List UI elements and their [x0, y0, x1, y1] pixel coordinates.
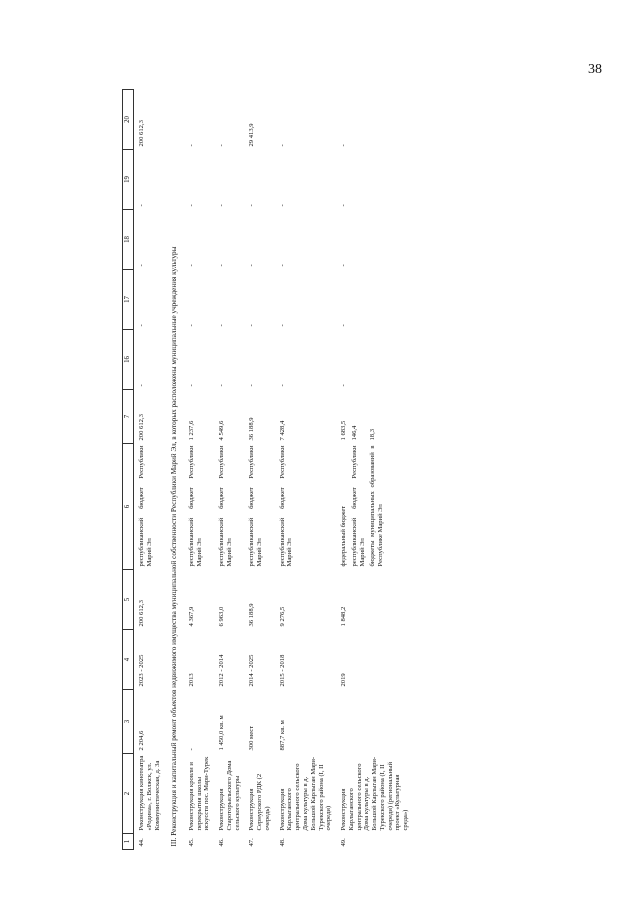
funding-source: бюджеты муниципальных образований в Республике Марий Эл — [369, 445, 385, 567]
estimated-cost: 200 612,3 — [138, 600, 145, 627]
year-19-value: - — [248, 204, 256, 207]
funding-amounts — [244, 390, 274, 444]
construction-period: 2014 - 2025 — [248, 654, 256, 687]
funding-amount: 200 612,3 — [138, 414, 145, 441]
funding-amounts — [184, 390, 214, 444]
capacity: 887,7 кв. м — [278, 720, 286, 751]
construction-period: 2013 — [187, 673, 195, 687]
row-number: 48. — [278, 838, 286, 847]
funding-amount: 1 683,5 — [340, 420, 348, 441]
page-number: 38 — [588, 62, 602, 77]
table-row — [275, 90, 336, 850]
table-row — [244, 90, 274, 850]
object-name: Реконструкция Старотoрьяльского Дома сельского культуры — [218, 760, 241, 831]
year-20-value: - — [340, 144, 348, 147]
year-18-value: - — [218, 264, 226, 267]
year-18-value: - — [187, 264, 195, 267]
year-17-value: - — [248, 324, 256, 327]
section-row — [164, 90, 183, 850]
year-17-value: - — [218, 324, 226, 327]
funding-amount: 36 188,9 — [248, 417, 256, 441]
capacity: 2 204,6 — [138, 730, 145, 751]
year-18-value: - — [278, 264, 286, 267]
construction-period: 2012 - 2014 — [218, 654, 226, 687]
object-name: Реконструкция Сернурского РДК (2 очередь) — [248, 773, 271, 831]
construction-period: 2015 - 2018 — [278, 654, 286, 687]
year-16-value: - — [340, 384, 348, 387]
row-number: 46. — [218, 838, 226, 847]
funding-source: республиканский бюджет Республики Марий Эл — [278, 445, 294, 567]
column-header: 7 — [123, 390, 134, 444]
year-17-value: - — [138, 324, 145, 327]
year-19-value: - — [218, 204, 226, 207]
table-body-before — [134, 90, 165, 850]
funding-amount: 18,3 — [369, 428, 377, 441]
financing-table — [122, 89, 413, 850]
year-20-value: 29 413,9 — [248, 123, 256, 147]
year-19-value: - — [138, 204, 145, 207]
funding-amounts — [275, 390, 336, 444]
column-header: 5 — [123, 570, 134, 630]
year-16-value: - — [187, 384, 195, 387]
table-body-after — [184, 90, 413, 850]
funding-amounts — [214, 390, 244, 444]
funding-amount: 146,4 — [350, 425, 358, 441]
header-row — [123, 90, 134, 850]
table-row — [184, 90, 214, 850]
year-16-value: - — [138, 384, 145, 387]
rotated-table-container — [122, 90, 526, 850]
object-name: Реконструкция Карлыганского центрального сельского Дома культуры в д. Большой Карлыган Мари-Турекского района (I, II очереди) (региональный проект «Культурная среда») — [340, 756, 410, 831]
row-number: 44. — [138, 838, 145, 847]
year-18-value: - — [340, 264, 348, 267]
funding-sources — [336, 444, 413, 570]
year-20-value: - — [218, 144, 226, 147]
row-number: 45. — [187, 838, 195, 847]
year-16-value: - — [278, 384, 286, 387]
capacity — [336, 690, 413, 754]
funding-sources — [184, 444, 214, 570]
column-header: 19 — [123, 150, 134, 210]
funding-sources — [275, 444, 336, 570]
year-19-value: - — [278, 204, 286, 207]
section-title: III. Реконструкция и капитальный ремонт объектов недвижимого имущества муниципальной собственности Республики Марий Эл, в которых расположены муниципальные учреждения культуры — [170, 246, 179, 847]
year-17-value: - — [278, 324, 286, 327]
funding-source: республиканский бюджет Республики Марий Эл — [248, 445, 264, 567]
estimated-cost: 6 963,0 — [218, 606, 226, 627]
estimated-cost: 1 848,2 — [340, 606, 348, 627]
year-16-value: - — [218, 384, 226, 387]
estimated-cost: 4 367,9 — [187, 606, 195, 627]
table-row — [134, 90, 165, 850]
table-row — [336, 90, 413, 850]
funding-source: республиканский бюджет Республики Марий Эл — [350, 445, 366, 567]
column-header: 3 — [123, 690, 134, 754]
column-header: 16 — [123, 330, 134, 390]
column-header: 20 — [123, 90, 134, 150]
funding-source: республиканский бюджет Республики Марий Эл — [187, 445, 203, 567]
capacity: - — [187, 748, 195, 751]
funding-amount: 7 428,4 — [278, 420, 286, 441]
section-block — [164, 90, 183, 850]
column-header: 6 — [123, 444, 134, 570]
funding-amount: 4 549,6 — [218, 420, 226, 441]
year-16-value: - — [248, 384, 256, 387]
capacity: 300 мест — [248, 725, 256, 751]
funding-source: федеральный бюджет — [340, 505, 348, 567]
object-name: Реконструкция Карлыганского центрального сельского Дома культуры в д. Большой Карлыган Мари-Турекского района (I, II очереди) — [278, 756, 333, 831]
year-20-value: - — [187, 144, 195, 147]
construction-period: 2019 — [340, 673, 348, 687]
year-19-value: - — [187, 204, 195, 207]
column-header: 4 — [123, 630, 134, 690]
funding-sources — [244, 444, 274, 570]
year-18-value: - — [138, 264, 145, 267]
funding-source: республиканский бюджет Республики Марий Эл — [218, 445, 233, 567]
year-20-value: - — [278, 144, 286, 147]
table-row — [214, 90, 244, 850]
year-18-value: - — [248, 264, 256, 267]
estimated-cost: 9 276,5 — [278, 606, 286, 627]
row-number: 47. — [248, 838, 256, 847]
funding-amounts — [134, 390, 165, 444]
estimated-cost: 36 188,9 — [248, 603, 256, 627]
column-header: 17 — [123, 270, 134, 330]
funding-source: республиканский бюджет Республики Марий Эл — [138, 445, 153, 567]
column-header: 18 — [123, 210, 134, 270]
funding-sources — [134, 444, 165, 570]
year-19-value: - — [340, 204, 348, 207]
funding-sources — [214, 444, 244, 570]
funding-amounts — [336, 390, 413, 444]
object-name: Реконструкция кровли и перекрытия школы искусств пос. Мари-Турек — [187, 756, 211, 831]
capacity: 1 450,0 кв. м — [218, 715, 226, 751]
column-header: 1 — [123, 834, 134, 850]
object-name: Реконструкция кинотеатра «Родина», г. Волжск, ул. Коммунистическая, д. 3а — [138, 755, 161, 831]
row-number: 49. — [340, 838, 348, 847]
column-header: 2 — [123, 754, 134, 834]
table-header — [123, 90, 134, 850]
year-20-value: 200 612,3 — [138, 120, 145, 147]
construction-period: 2023 - 2025 — [138, 654, 145, 687]
year-17-value: - — [340, 324, 348, 327]
year-17-value: - — [187, 324, 195, 327]
funding-amount: 1 237,6 — [187, 420, 195, 441]
